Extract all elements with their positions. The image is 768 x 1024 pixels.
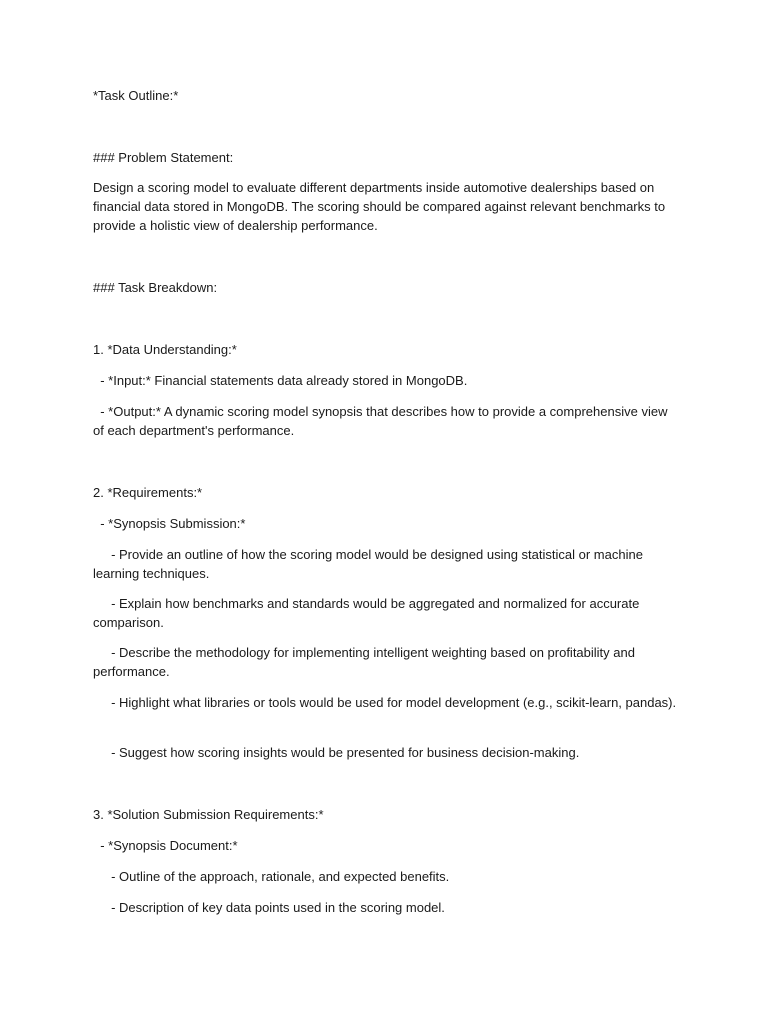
section-2-item: - Provide an outline of how the scoring model would be designed using statistical or machine learning techniques.: [93, 547, 647, 581]
section-2-item: - Suggest how scoring insights would be presented for business decision-making.: [93, 745, 580, 760]
section-3-sub: - *Synopsis Document:*: [93, 838, 238, 853]
section-3-item: - Outline of the approach, rationale, and expected benefits.: [93, 869, 450, 884]
section-1-title: 1. *Data Understanding:*: [93, 342, 237, 357]
section-1-input: - *Input:* Financial statements data already stored in MongoDB.: [93, 373, 468, 388]
problem-statement-text: Design a scoring model to evaluate different departments inside automotive dealerships based on financial data stored in MongoDB. The scoring should be compared against relevant benchmarks to provide a holistic view of dealership performance.: [93, 180, 669, 233]
problem-statement-heading: ### Problem Statement:: [93, 150, 234, 165]
section-2-item: - Explain how benchmarks and standards would be aggregated and normalized for accurate comparison.: [93, 596, 643, 630]
section-1-output: - *Output:* A dynamic scoring model synopsis that describes how to provide a comprehensive view of each department's performance.: [93, 404, 672, 438]
task-breakdown-heading: ### Task Breakdown:: [93, 280, 218, 295]
task-outline-title: *Task Outline:*: [93, 88, 179, 103]
section-2-item: - Highlight what libraries or tools would be used for model development (e.g., scikit-learn, pandas).: [93, 695, 677, 710]
section-3-title: 3. *Solution Submission Requirements:*: [93, 807, 324, 822]
section-2-sub: - *Synopsis Submission:*: [93, 516, 246, 531]
section-2-title: 2. *Requirements:*: [93, 485, 203, 500]
section-2-item: - Describe the methodology for implementing intelligent weighting based on profitability and performance.: [93, 645, 639, 679]
section-3-item: - Description of key data points used in the scoring model.: [93, 900, 445, 915]
